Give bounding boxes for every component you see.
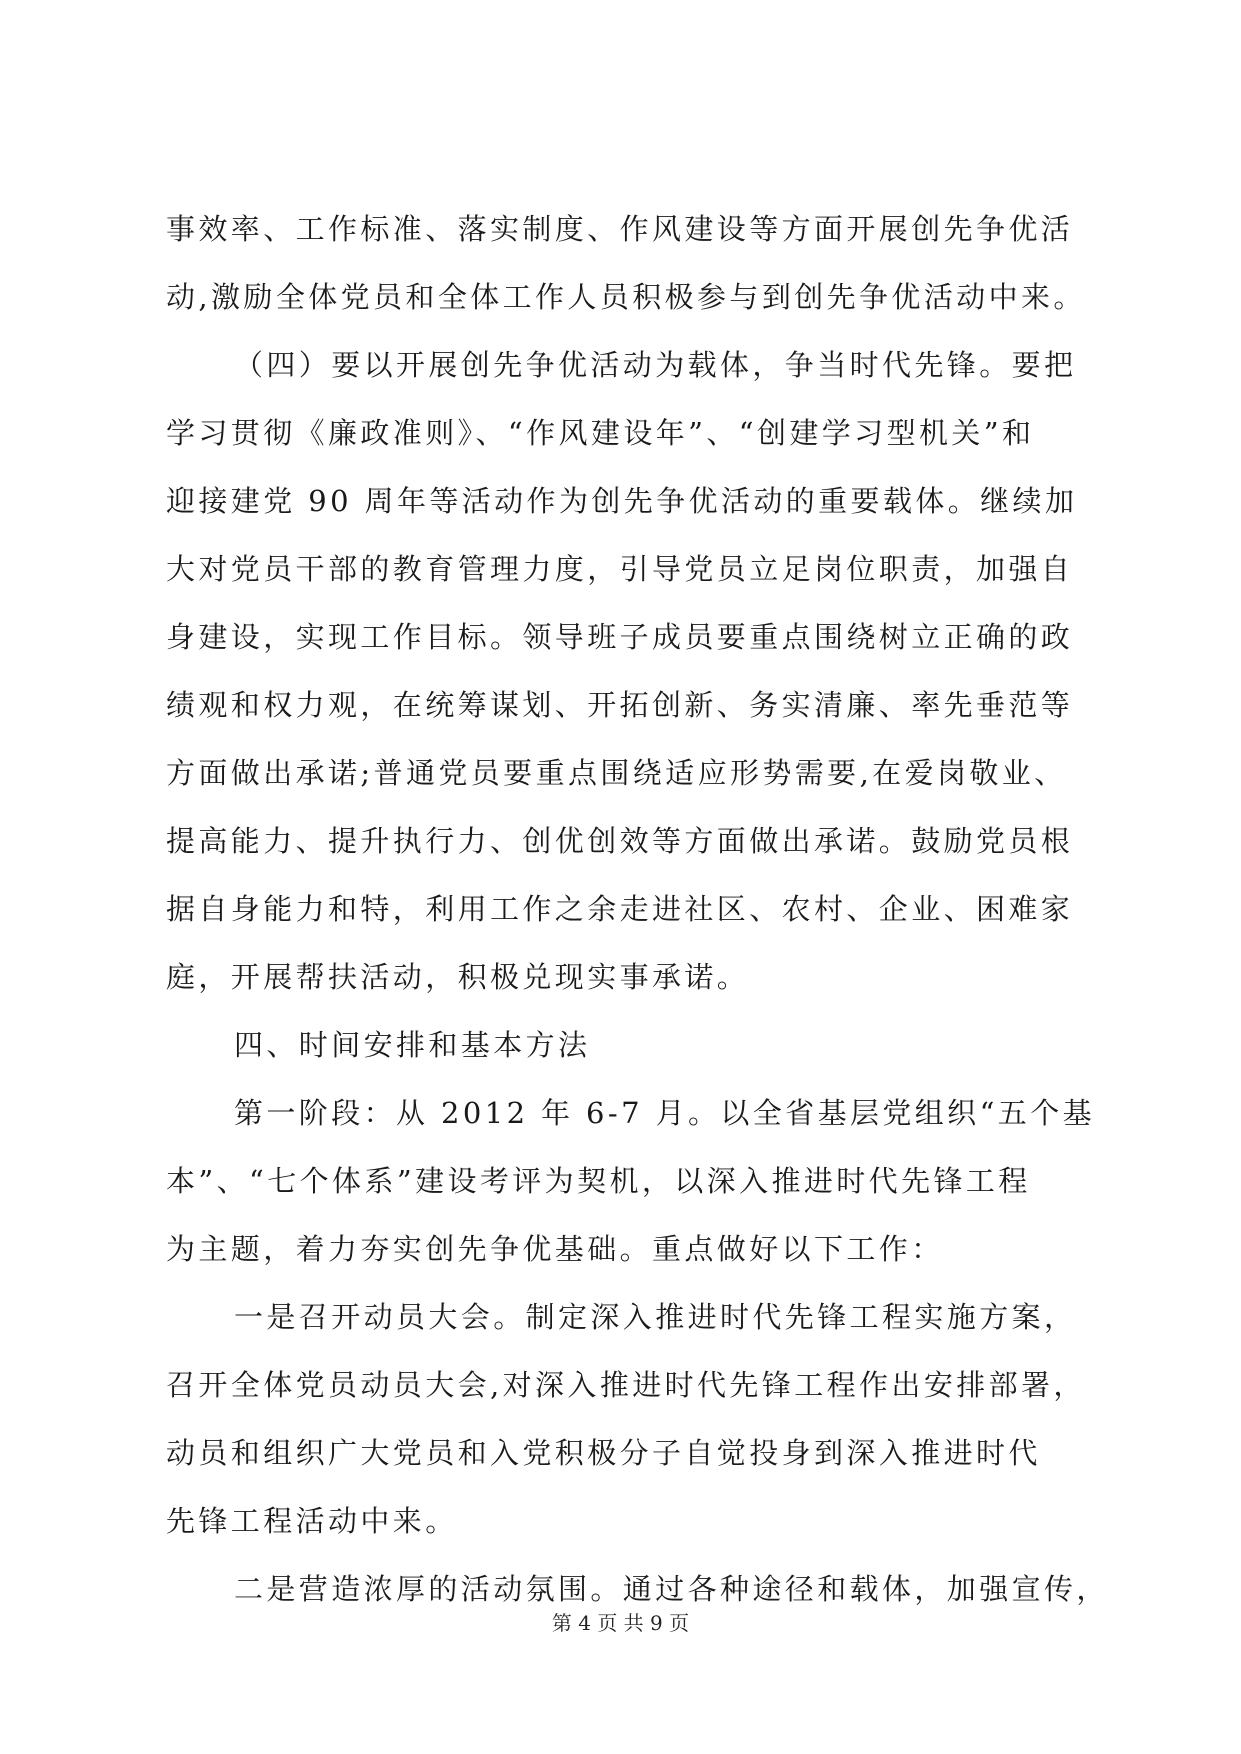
text-line: 第一阶段：从 2012 年 6-7 月。以全省基层党组织“五个基 — [234, 1096, 1096, 1130]
section-heading: 四、时间安排和基本方法 — [234, 1028, 591, 1062]
text-line: 据自身能力和特，利用工作之余走进社区、农村、企业、困难家 — [166, 892, 1074, 926]
text-line: 动员和组织广大党员和入党积极分子自觉投身到深入推进时代 — [166, 1436, 1041, 1470]
text-line: 大对党员干部的教育管理力度，引导党员立足岗位职责，加强自 — [166, 552, 1074, 586]
text-line: 动,激励全体党员和全体工作人员积极参与到创先争优活动中来。 — [166, 280, 1086, 314]
text-line: 二是营造浓厚的活动氛围。通过各种途径和载体，加强宣传， — [234, 1572, 1109, 1606]
text-line: （四）要以开展创先争优活动为载体，争当时代先锋。要把 — [234, 348, 1077, 382]
text-line: 庭，开展帮扶活动，积极兑现实事承诺。 — [166, 960, 750, 994]
text-line: 方面做出承诺;普通党员要重点围绕适应形势需要,在爱岗敬业、 — [166, 756, 1067, 790]
text-line: 一是召开动员大会。制定深入推进时代先锋工程实施方案， — [234, 1300, 1077, 1334]
page-footer: 第 4 页 共 9 页 — [551, 1611, 690, 1635]
text-line: 绩观和权力观，在统筹谋划、开拓创新、务实清廉、率先垂范等 — [166, 688, 1074, 722]
text-line: 身建设，实现工作目标。领导班子成员要重点围绕树立正确的政 — [166, 620, 1074, 654]
text-line: 召开全体党员动员大会,对深入推进时代先锋工程作出安排部署， — [166, 1368, 1086, 1402]
text-line: 本”、“七个体系”建设考评为契机，以深入推进时代先锋工程 — [166, 1164, 1031, 1198]
text-line: 为主题，着力夯实创先争优基础。重点做好以下工作： — [166, 1232, 944, 1266]
text-line: 事效率、工作标准、落实制度、作风建设等方面开展创先争优活 — [166, 212, 1074, 246]
text-line: 迎接建党 90 周年等活动作为创先争优活动的重要载体。继续加 — [166, 484, 1078, 518]
text-line: 先锋工程活动中来。 — [166, 1504, 458, 1538]
text-line: 提高能力、提升执行力、创优创效等方面做出承诺。鼓励党员根 — [166, 824, 1074, 858]
text-line: 学习贯彻《廉政准则》、“作风建设年”、“创建学习型机关”和 — [166, 416, 1035, 450]
